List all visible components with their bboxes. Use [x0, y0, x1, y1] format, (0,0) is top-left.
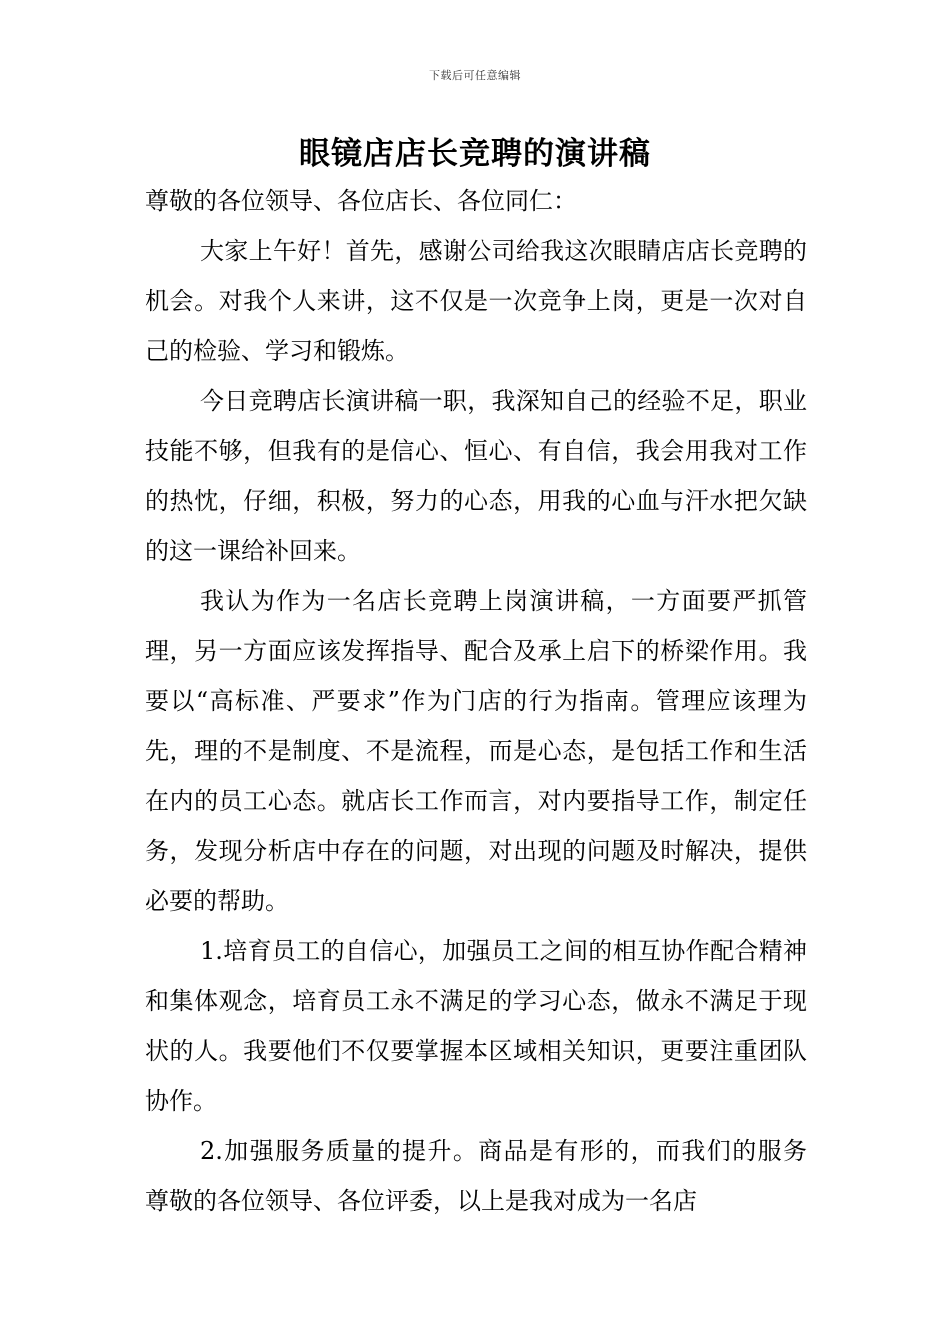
paragraph-4: 1.培育员工的自信心，加强员工之间的相互协作配合精神和集体观念，培育员工永不满足的学习心态，做永不满足于现状的人。我要他们不仅要掌握本区域相关知识，更要注重团队协作。: [145, 937, 807, 1115]
paragraph-5: 2.加强服务质量的提升。商品是有形的，而我们的服务 尊敬的各位领导、各位评委，以上是我对成为一名店: [145, 1137, 855, 1215]
document-body: [145, 176, 855, 1226]
salutation: 尊敬的各位领导、各位店长、各位同仁：: [145, 187, 577, 215]
paragraph-2: 今日竞聘店长演讲稿一职，我深知自己的经验不足，职业技能不够，但我有的是信心、恒心、有自信，我会用我对工作的热忱，仔细，积极，努力的心态，用我的心血与汗水把欠缺的这一课给补回来。: [145, 387, 807, 565]
header-note: 下载后可任意编辑: [429, 69, 521, 82]
paragraph-1: 大家上午好！首先，感谢公司给我这次眼睛店店长竞聘的机会。对我个人来讲，这不仅是一次竞争上岗，更是一次对自己的检验、学习和锻炼。: [145, 237, 807, 365]
document-title: 眼镜店店长竞聘的演讲稿: [299, 136, 651, 172]
paragraph-3: 我认为作为一名店长竞聘上岗演讲稿，一方面要严抓管理，另一方面应该发挥指导、配合及承上启下的桥梁作用。我要以“高标准、严要求”作为门店的行为指南。管理应该理为先，理的不是制度、不是流程，而是心态，是包括工作和生活在内的员工心态。就店长工作而言，对内要指导工作，制定任务，发现分析店中存在的问题，对出现的问题及时解决，提供必要的帮助。: [145, 587, 807, 915]
